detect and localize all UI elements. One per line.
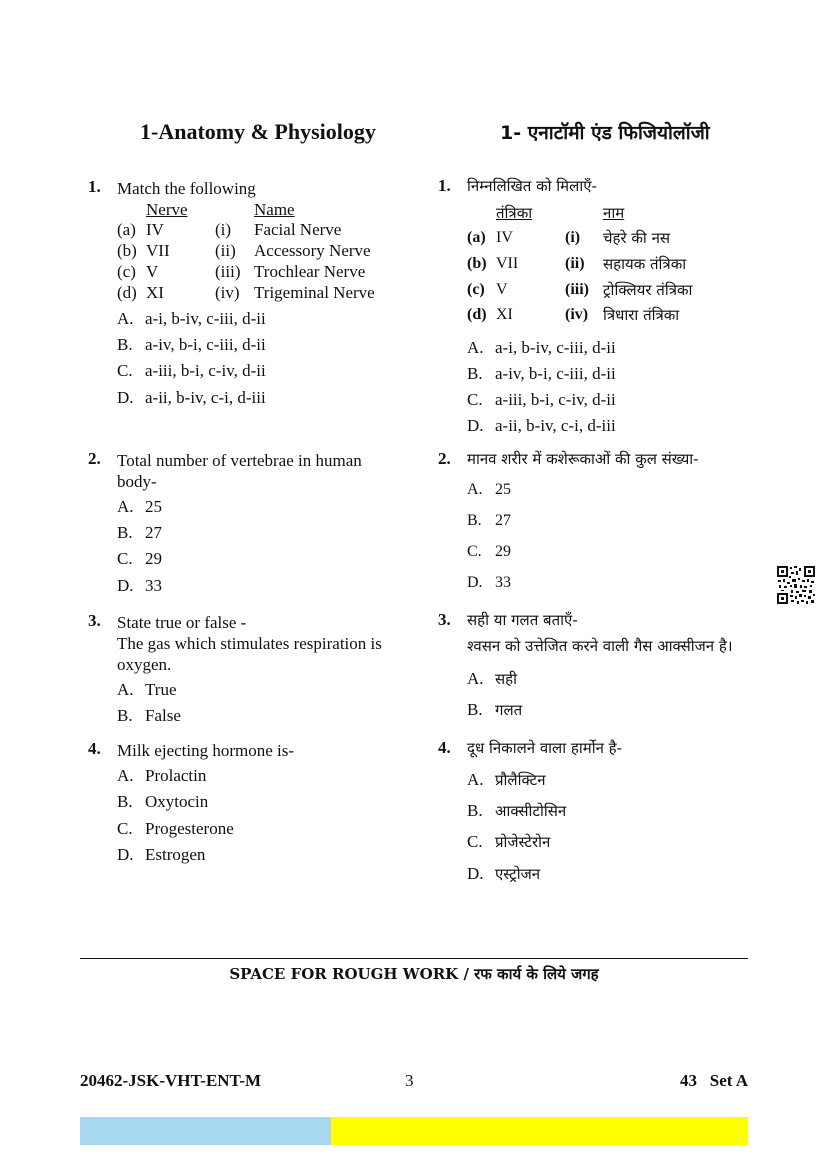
option-label: B. — [467, 512, 482, 529]
option-label: A. — [117, 497, 134, 516]
option-text: प्रौलैक्टिन — [495, 771, 546, 789]
question-text: State true or false - — [117, 613, 247, 632]
answer-option[interactable] — [117, 680, 177, 700]
option-label: D. — [467, 864, 484, 883]
match-label: (b) — [117, 241, 137, 260]
answer-option[interactable] — [467, 481, 511, 499]
match-column-heading: नाम — [603, 204, 625, 222]
match-item: Facial Nerve — [254, 220, 342, 239]
answer-option[interactable] — [117, 335, 266, 355]
question-text: Milk ejecting hormone is- — [117, 741, 295, 760]
answer-option[interactable] — [117, 388, 266, 408]
match-label: (i) — [215, 220, 232, 239]
answer-option[interactable] — [467, 390, 616, 410]
match-column-heading: Nerve — [146, 200, 188, 219]
answer-option[interactable] — [467, 512, 511, 530]
answer-option[interactable] — [467, 700, 522, 720]
answer-option[interactable] — [117, 523, 162, 543]
answer-option[interactable] — [117, 497, 162, 517]
question-text: Total number of vertebrae in human — [117, 451, 362, 470]
paper-code: 20462-JSK-VHT-ENT-M — [80, 1071, 262, 1090]
option-label: B. — [467, 364, 483, 383]
option-label: C. — [467, 390, 483, 409]
match-label: (ii) — [215, 241, 236, 260]
option-label: A. — [117, 680, 134, 699]
match-item: VII — [496, 255, 519, 272]
match-item: Trochlear Nerve — [254, 262, 366, 281]
answer-option[interactable] — [117, 576, 162, 596]
option-label: D. — [117, 388, 134, 407]
match-label: (iv) — [215, 283, 240, 302]
color-bar-right — [331, 1117, 748, 1145]
question-text: मानव शरीर में कशेरूकाओं की कुल संख्या- — [467, 450, 699, 468]
option-text: 25 — [495, 481, 511, 498]
option-text: 33 — [495, 574, 511, 591]
option-label: C. — [117, 549, 133, 568]
option-label: A. — [117, 309, 134, 328]
answer-option[interactable] — [117, 766, 206, 786]
match-label: (iii) — [565, 281, 589, 298]
option-text: आक्सीटोसिन — [495, 802, 567, 820]
answer-option[interactable] — [467, 543, 511, 561]
set-label: 43 Set A — [680, 1071, 748, 1090]
answer-option[interactable] — [467, 416, 616, 436]
question-number: 1. — [438, 176, 451, 195]
option-label: A. — [467, 338, 484, 357]
option-text: 27 — [145, 523, 162, 542]
match-label: (i) — [565, 229, 581, 246]
match-label: (d) — [467, 306, 487, 323]
option-text: प्रोजेस्टेरोन — [495, 833, 551, 851]
question-text: दूध निकालने वाला हार्मोन है- — [467, 739, 623, 757]
question-number: 3. — [88, 611, 101, 630]
option-label: A. — [467, 669, 484, 688]
option-label: A. — [467, 481, 483, 498]
question-number: 4. — [88, 739, 101, 758]
page-number: 3 — [405, 1071, 414, 1090]
question-text: श्वसन को उत्तेजित करने वाली गैस आक्सीजन है। — [467, 637, 733, 655]
option-label: A. — [467, 770, 484, 789]
answer-option[interactable] — [467, 864, 540, 884]
answer-option[interactable] — [117, 549, 162, 569]
answer-option[interactable] — [467, 338, 616, 358]
question-number: 2. — [88, 449, 101, 468]
question-number: 4. — [438, 738, 451, 757]
option-label: B. — [467, 700, 483, 719]
option-text: a-iv, b-i, c-iii, d-ii — [495, 364, 616, 383]
match-label: (ii) — [565, 255, 585, 272]
answer-option[interactable] — [117, 706, 181, 726]
answer-option[interactable] — [467, 832, 550, 852]
match-item: IV — [146, 220, 164, 239]
option-text: True — [145, 680, 177, 699]
option-text: a-ii, b-iv, c-i, d-iii — [145, 388, 266, 407]
question-text: निम्नलिखित को मिलाएँ- — [467, 177, 597, 195]
option-label: A. — [117, 766, 134, 785]
option-label: C. — [117, 361, 133, 380]
option-text: 29 — [145, 549, 162, 568]
match-item: VII — [146, 241, 170, 260]
option-text: Progesterone — [145, 819, 234, 838]
option-label: C. — [467, 543, 482, 560]
match-item: ट्रोक्लियर तंत्रिका — [603, 281, 693, 299]
answer-option[interactable] — [117, 792, 208, 812]
match-label: (iv) — [565, 306, 589, 323]
option-label: C. — [117, 819, 133, 838]
option-label: B. — [117, 335, 133, 354]
match-item: सहायक तंत्रिका — [603, 255, 687, 273]
option-label: B. — [117, 523, 133, 542]
option-text: a-i, b-iv, c-iii, d-ii — [145, 309, 266, 328]
option-text: Estrogen — [145, 845, 206, 864]
question-number: 2. — [438, 449, 451, 468]
qr-code-icon — [776, 565, 816, 605]
answer-option[interactable] — [467, 574, 511, 592]
question-text: The gas which stimulates respiration is — [117, 634, 382, 653]
match-item: XI — [146, 283, 164, 302]
match-label: (a) — [117, 220, 136, 239]
match-item: V — [146, 262, 159, 281]
option-text: एस्ट्रोजन — [495, 865, 541, 883]
match-item: V — [496, 281, 508, 298]
answer-option[interactable] — [117, 845, 205, 865]
rough-work-caption: SPACE FOR ROUGH WORK / रफ कार्य के लिये जगह — [229, 965, 599, 983]
option-label: C. — [467, 832, 483, 851]
match-column-heading: Name — [254, 200, 295, 219]
option-text: सही — [495, 670, 517, 688]
option-label: B. — [117, 792, 133, 811]
option-text: 27 — [495, 512, 511, 529]
match-item: XI — [496, 306, 513, 323]
section-title-hindi: 1- एनाटॉमी एंड फिजियोलॉजी — [500, 122, 710, 144]
answer-option[interactable] — [467, 669, 517, 689]
option-text: Oxytocin — [145, 792, 209, 811]
option-label: D. — [117, 576, 134, 595]
option-text: 25 — [145, 497, 162, 516]
answer-option[interactable] — [467, 364, 616, 384]
option-label: B. — [467, 801, 483, 820]
match-label: (a) — [467, 229, 486, 246]
match-label: (c) — [117, 262, 136, 281]
match-label: (d) — [117, 283, 137, 302]
option-text: a-iii, b-i, c-iv, d-ii — [495, 390, 616, 409]
question-text: body- — [117, 472, 157, 491]
match-label: (iii) — [215, 262, 241, 281]
section-title-english: 1-Anatomy & Physiology — [140, 119, 376, 144]
option-text: a-iv, b-i, c-iii, d-ii — [145, 335, 266, 354]
option-text: False — [145, 706, 181, 725]
option-text: a-i, b-iv, c-iii, d-ii — [495, 338, 616, 357]
answer-option[interactable] — [117, 309, 266, 329]
divider-line — [80, 958, 748, 959]
option-text: गलत — [495, 701, 523, 719]
option-text: a-ii, b-iv, c-i, d-iii — [495, 416, 616, 435]
match-label: (b) — [467, 255, 487, 272]
question-number: 3. — [438, 610, 451, 629]
match-item: Trigeminal Nerve — [254, 283, 375, 302]
match-item: IV — [496, 229, 513, 246]
question-number: 1. — [88, 177, 101, 196]
color-bar-left — [80, 1117, 331, 1145]
question-text: oxygen. — [117, 655, 172, 674]
option-text: a-iii, b-i, c-iv, d-ii — [145, 361, 266, 380]
question-text: सही या गलत बताएँ- — [467, 611, 578, 629]
option-label: D. — [467, 416, 484, 435]
option-text: Prolactin — [145, 766, 207, 785]
match-item: चेहरे की नस — [603, 229, 671, 247]
answer-option[interactable] — [467, 770, 546, 790]
option-label: D. — [467, 574, 483, 591]
option-text: 33 — [145, 576, 162, 595]
answer-option[interactable] — [467, 801, 566, 821]
question-text: Match the following — [117, 179, 256, 198]
answer-option[interactable] — [117, 361, 266, 381]
option-text: 29 — [495, 543, 511, 560]
match-item: Accessory Nerve — [254, 241, 371, 260]
match-label: (c) — [467, 281, 485, 298]
option-label: B. — [117, 706, 133, 725]
match-column-heading: तंत्रिका — [496, 204, 533, 222]
option-label: D. — [117, 845, 134, 864]
answer-option[interactable] — [117, 819, 234, 839]
match-item: त्रिधारा तंत्रिका — [603, 306, 680, 324]
